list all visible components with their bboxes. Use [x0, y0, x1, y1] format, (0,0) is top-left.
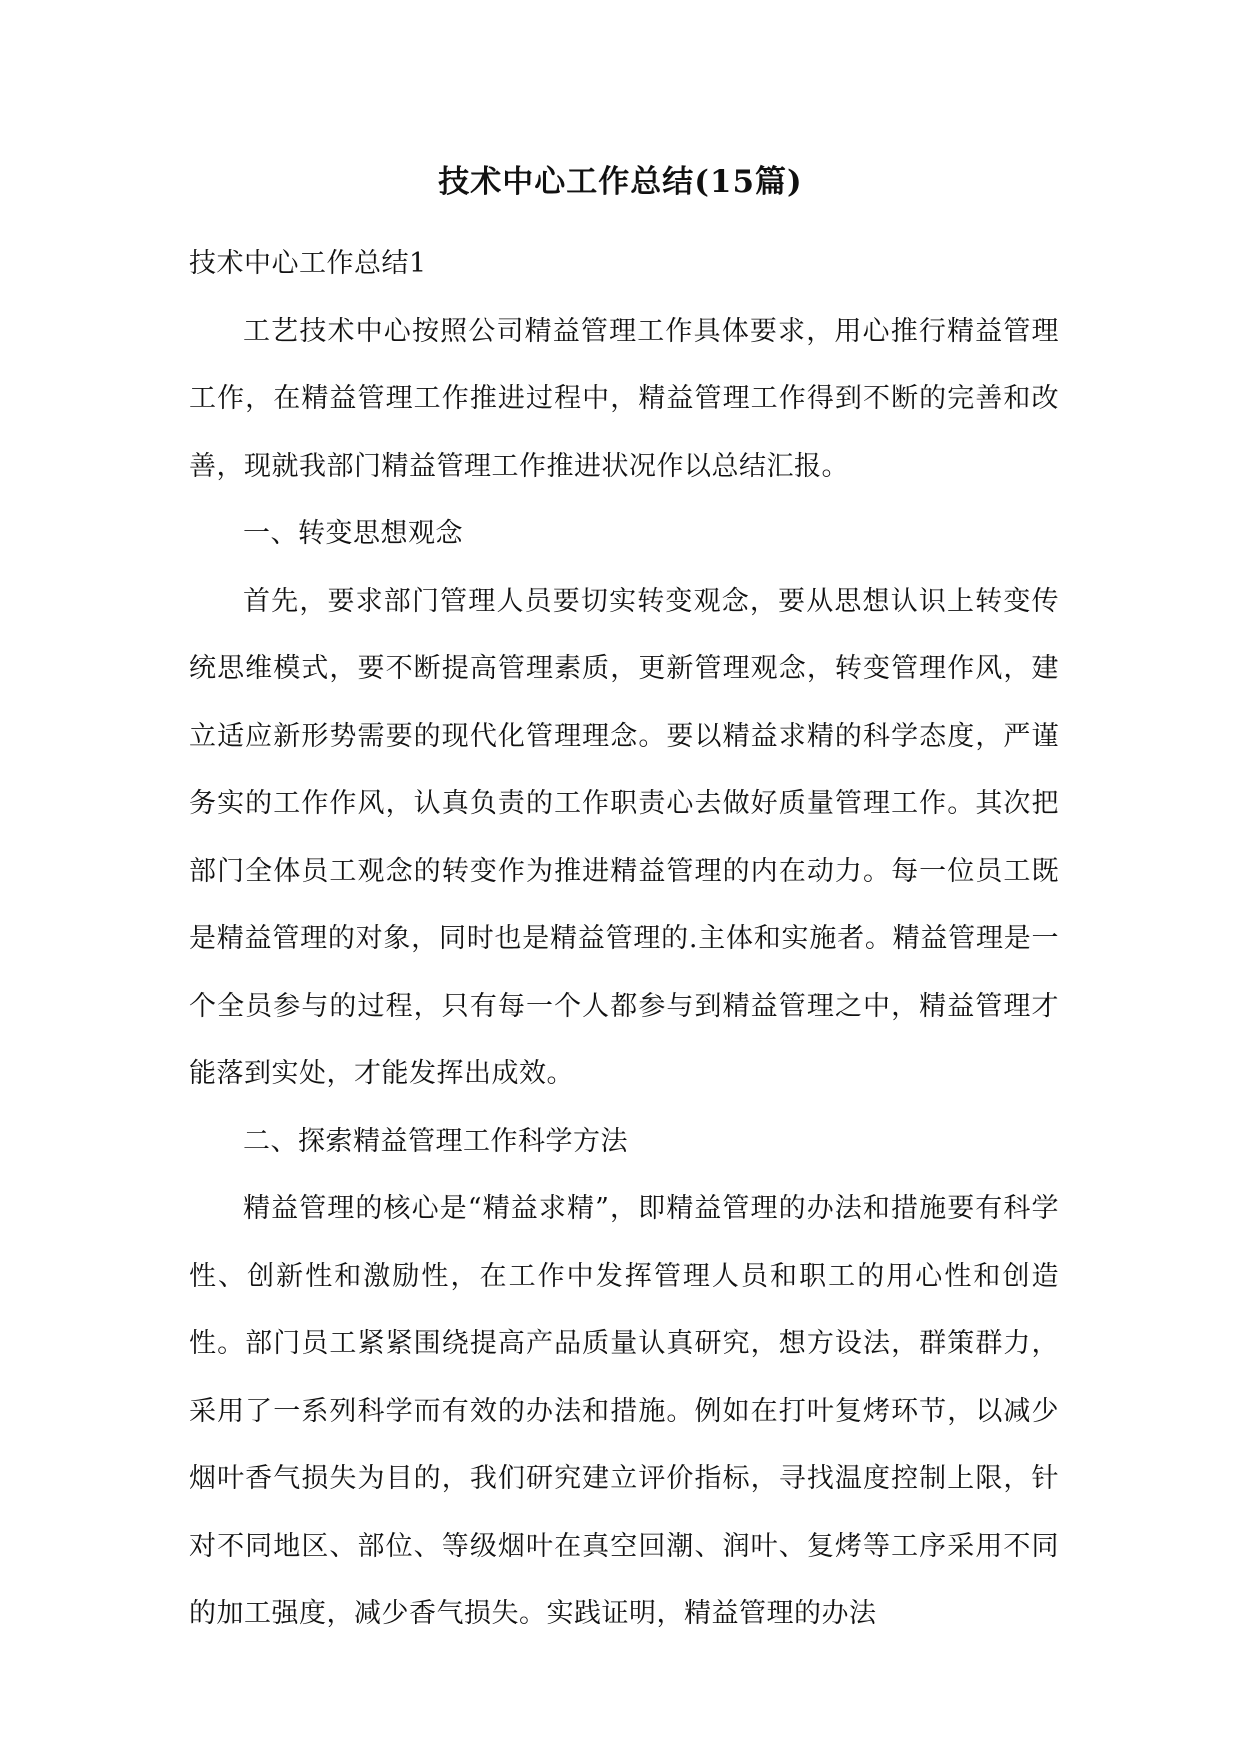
- intro-paragraph: 工艺技术中心按照公司精益管理工作具体要求，用心推行精益管理工作，在精益管理工作推进过程中，精益管理工作得到不断的完善和改善，现就我部门精益管理工作推进状况作以总结汇报。: [189, 315, 1059, 482]
- section-heading-change-thinking: 一、转变思想观念: [243, 518, 463, 549]
- section-heading-1: 技术中心工作总结1: [189, 248, 427, 279]
- section-heading-scientific-methods: 二、探索精益管理工作科学方法: [243, 1125, 628, 1157]
- paragraph-change-thinking: 首先，要求部门管理人员要切实转变观念，要从思想认识上转变传统思维模式，要不断提高管理素质，更新管理观念，转变管理作风，建立适应新形势需要的现代化管理理念。要以精益求精的科学态度，严谨务实的工作作风，认真负责的工作职责心去做好质量管理工作。其次把部门全体员工观念的转变作为推进精益管理的内在动力。每一位员工既是精益管理的对象，同时也是精益管理的.主体和实施者。精益管理是一个全员参与的过程，只有每一个人都参与到精益管理之中，精益管理才能落到实处，才能发挥出成效。: [189, 585, 1059, 1089]
- document-title: 技术中心工作总结(15篇): [438, 164, 803, 200]
- document-body: [189, 230, 1059, 1648]
- paragraph-scientific-methods: 精益管理的核心是“精益求精”，即精益管理的办法和措施要有科学性、创新性和激励性，在工作中发挥管理人员和职工的用心性和创造性。部门员工紧紧围绕提高产品质量认真研究，想方设法，群策群力，采用了一系列科学而有效的办法和措施。例如在打叶复烤环节，以减少烟叶香气损失为目的，我们研究建立评价指标，寻找温度控制上限，针对不同地区、部位、等级烟叶在真空回潮、润叶、复烤等工序采用不同的加工强度，减少香气损失。实践证明，精益管理的办法: [189, 1193, 1059, 1629]
